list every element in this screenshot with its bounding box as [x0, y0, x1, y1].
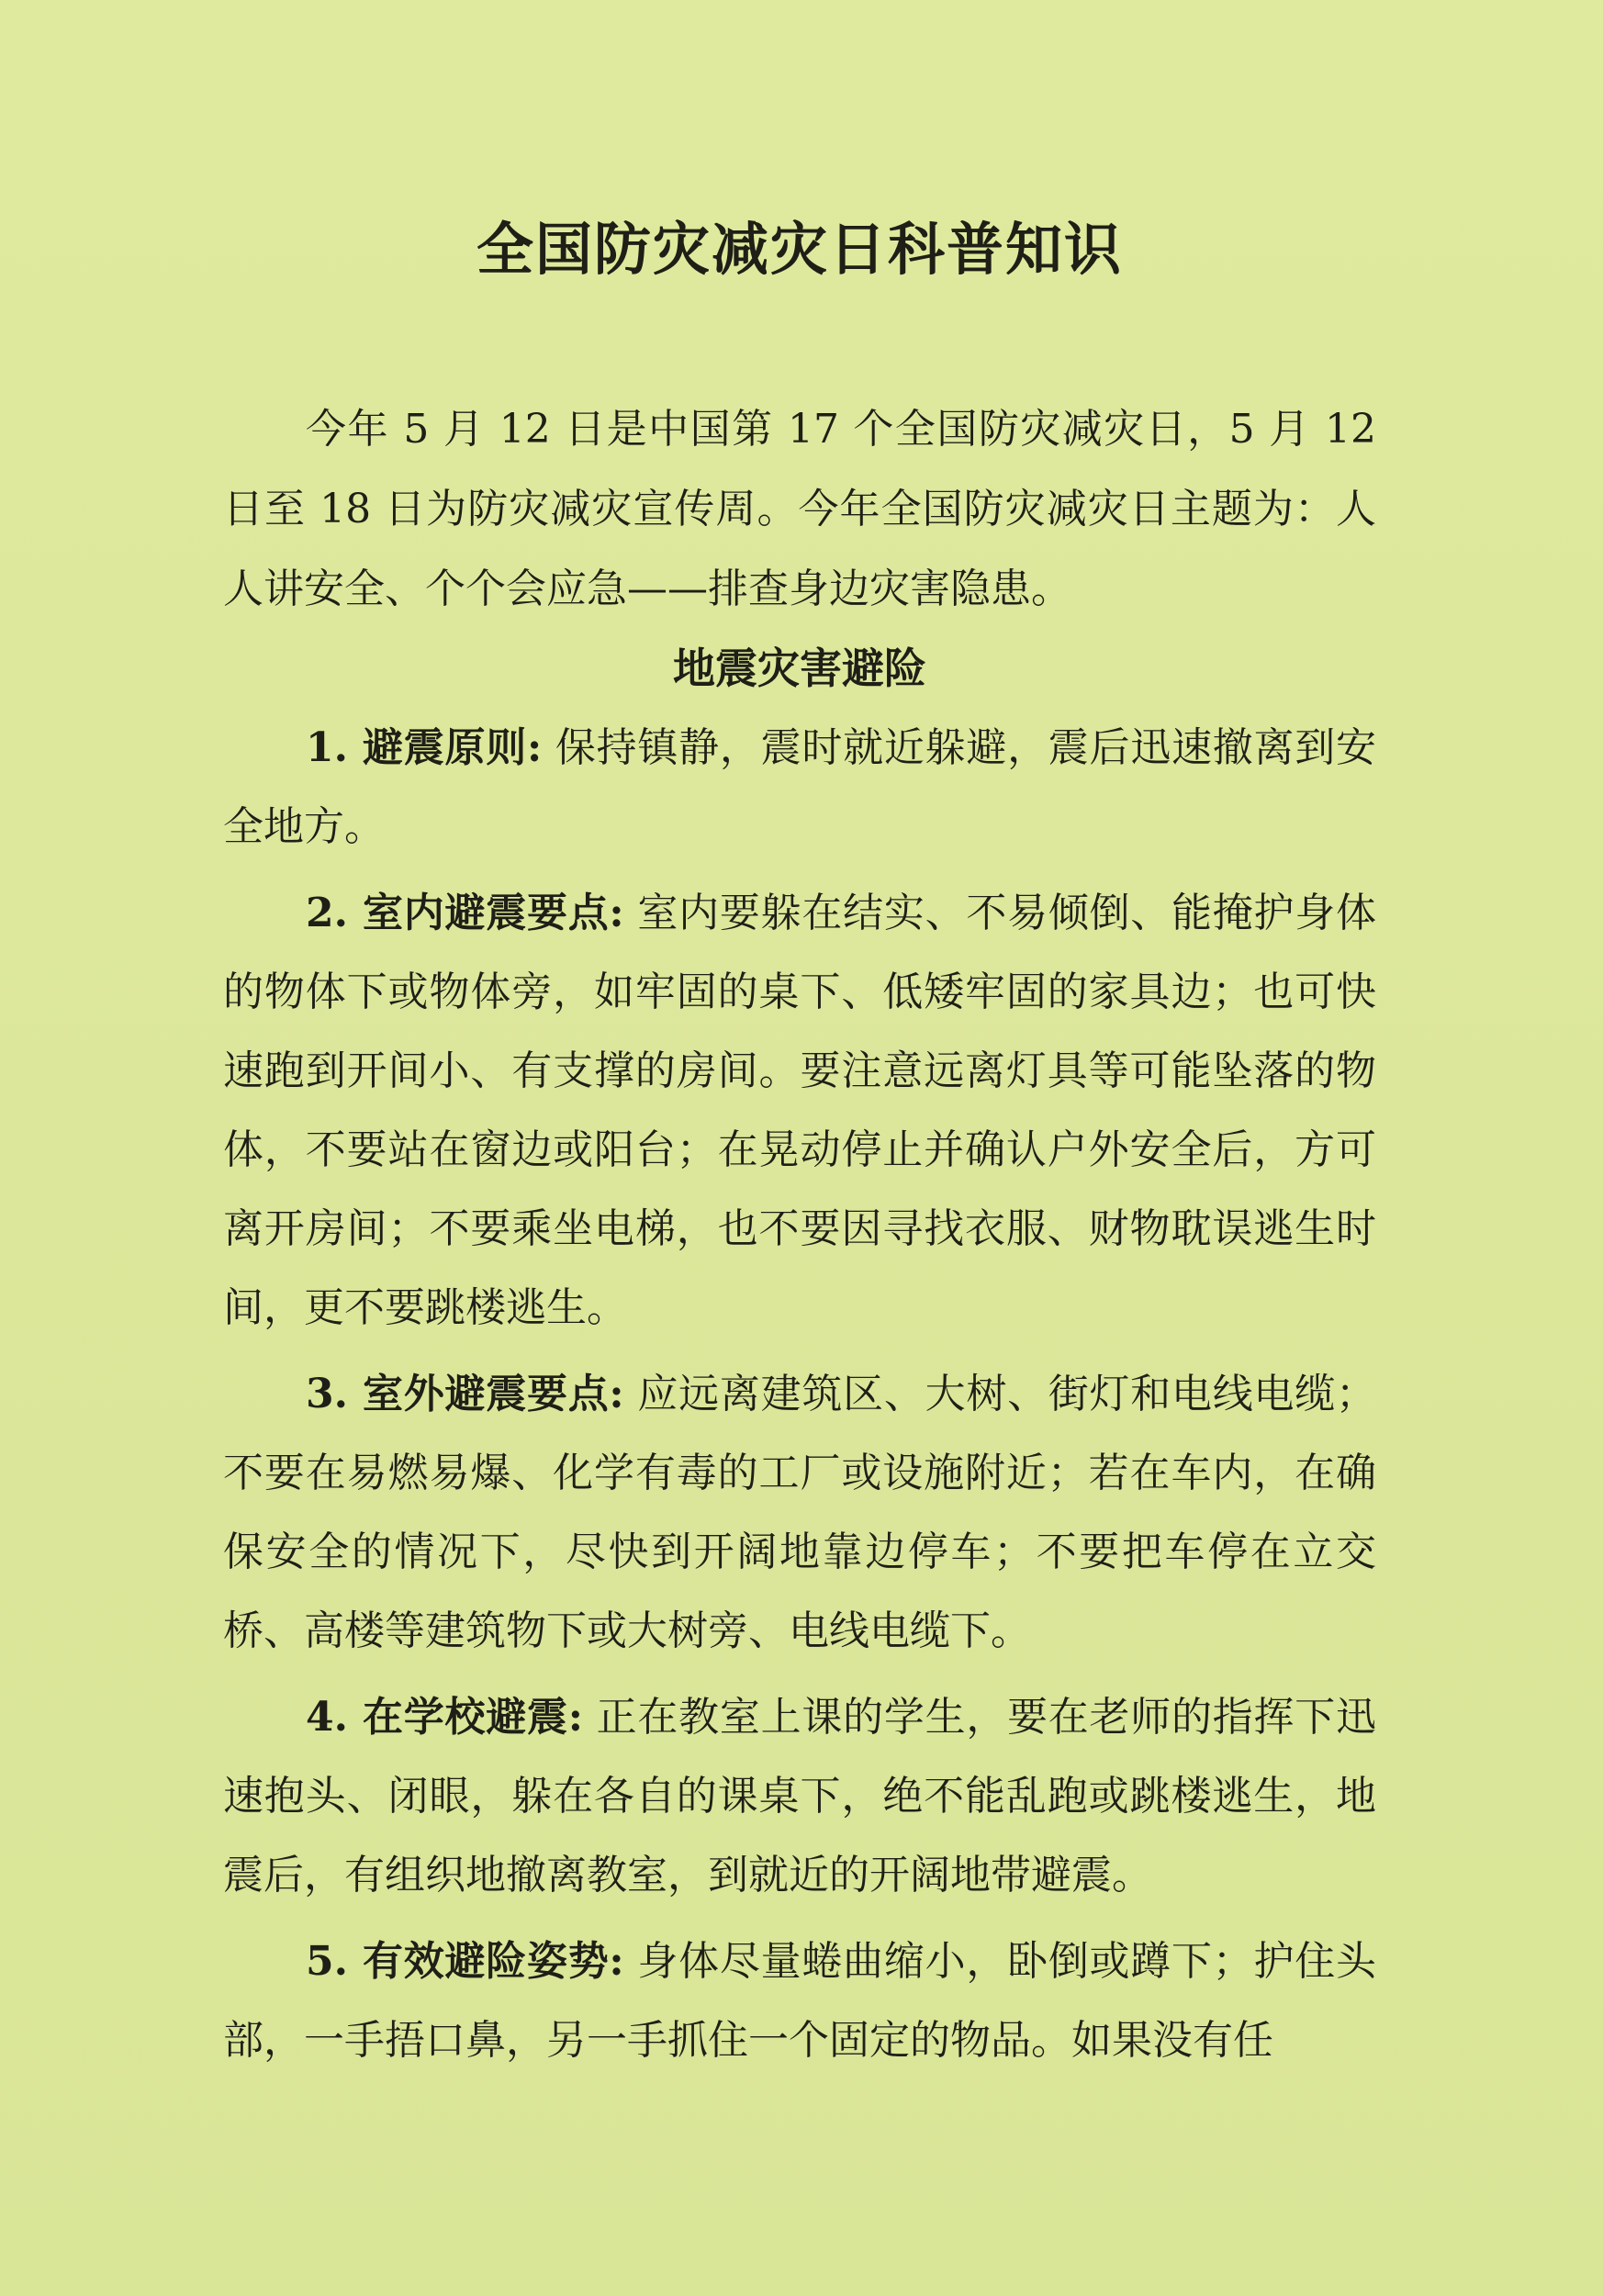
item-text: 身体尽量蜷曲缩小，卧倒或蹲下；护住头部，一手捂口鼻，另一手抓住一个固定的物品。如果没有任 — [223, 1938, 1376, 2064]
list-item-1 — [223, 709, 1376, 867]
item-label: 2. 室内避震要点: — [306, 890, 624, 936]
item-text: 室内要躲在结实、不易倾倒、能掩护身体的物体下或物体旁，如牢固的桌下、低矮牢固的家具边；也可快速跑到开间小、有支撑的房间。要注意远离灯具等可能坠落的物体，不要站在窗边或阳台；在晃动停止并确认户外安全后，方可离开房间；不要乘坐电梯，也不要因寻找衣服、财物耽误逃生时间，更不要跳楼逃生。 — [223, 890, 1376, 1331]
list-item-4 — [223, 1678, 1376, 1915]
list-item-2 — [223, 874, 1376, 1348]
item-text: 正在教室上课的学生，要在老师的指挥下迅速抱头、闭眼，躲在各自的课桌下，绝不能乱跑或跳楼逃生，地震后，有组织地撤离教室，到就近的开阔地带避震。 — [223, 1694, 1376, 1898]
item-label: 4. 在学校避震: — [306, 1694, 583, 1741]
list-item-5 — [223, 1922, 1376, 2080]
item-text: 保持镇静，震时就近躲避，震后迅速撤离到安全地方。 — [223, 724, 1376, 850]
item-label: 1. 避震原则: — [306, 724, 543, 771]
intro-paragraph: 今年 5 月 12 日是中国第 17 个全国防灾减灾日，5 月 12 日至 18 日为防灾减灾宣传周。今年全国防灾减灾日主题为：人人讲安全、个个会应急——排查身边灾害隐患。 — [223, 406, 1376, 612]
list-item-3 — [223, 1355, 1376, 1671]
document-title: 全国防灾减灾日科普知识 — [476, 216, 1123, 283]
item-label: 5. 有效避险姿势: — [306, 1938, 624, 1985]
document-content — [223, 213, 1376, 2088]
section-heading: 地震灾害避险 — [673, 644, 926, 693]
item-text: 应远离建筑区、大树、街灯和电线电缆；不要在易燃易爆、化学有毒的工厂或设施附近；若在车内，在确保安全的情况下，尽快到开阔地靠边停车；不要把车停在立交桥、高楼等建筑物下或大树旁、电线电缆下。 — [223, 1371, 1376, 1654]
item-label: 3. 室外避震要点: — [306, 1371, 624, 1417]
